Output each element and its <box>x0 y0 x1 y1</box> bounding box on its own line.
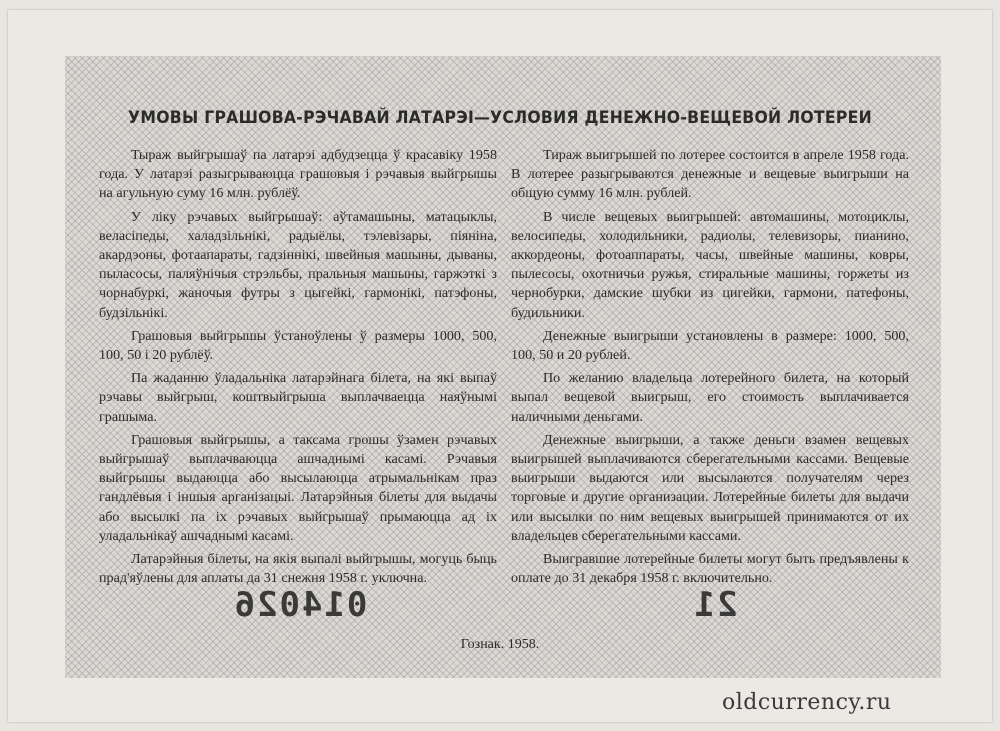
paragraph: В числе вещевых выигрышей: автомашины, мотоциклы, велосипеды, холодильники, радиолы, телевизоры, пианино, аккордеоны, фотоаппараты, часы, швейные машины, ковры, пылесосы, охотничьи ружья, стиральные машины, горжеты из чернобурки, дамские шубки из цигейки, гармони, патефоны, будильники. <box>511 208 909 321</box>
paragraph: По желанию владельца лотерейного билета, на который выпал вещевой выигрыш, его стоимость выплачивается наличными деньгами. <box>511 370 909 425</box>
paragraph: Денежные выигрыши, а также деньги взамен вещевых выигрышей выплачиваются сберегательными кассами. Вещевые выигрыши выдаются или высылаются получателям через торговые и другие организации. Лотерейные билеты для выдачи или высылки по ним вещевых выигрышей принимаются от их владельцев сберегательными кассами. <box>511 431 909 544</box>
series-number: 21 <box>692 585 738 625</box>
conditions-heading: УМОВЫ ГРАШОВА-РЭЧАВАЙ ЛАТАРЭІ—УСЛОВИЯ ДЕНЕЖНО-ВЕЩЕВОЙ ЛОТЕРЕИ <box>128 108 872 128</box>
russian-conditions-column <box>511 146 909 592</box>
paragraph: Выигравшие лотерейные билеты могут быть предъявлены к оплате до 31 декабря 1958 г. включительно. <box>511 551 909 587</box>
belarusian-conditions-column <box>99 146 497 592</box>
site-watermark: oldcurrency.ru <box>722 690 892 715</box>
printer-imprint: Гознак. 1958. <box>460 637 540 652</box>
paragraph: Тыраж выйгрышаў па латарэі адбудзецца ў красавіку 1958 года. У латарэі разыгрываюцца грашовыя і рэчавыя выйгрышы на агульную суму 16 млн. рублёў. <box>99 147 497 202</box>
paragraph: Тираж выигрышей по лотерее состоится в апреле 1958 года. В лотерее разыгрываются денежные и вещевые выигрыши на общую сумму 16 млн. рублей. <box>511 147 909 202</box>
paragraph: Па жаданню ўладальніка латарэйнага білета, на які выпаў рэчавы выйгрыш, коштвыйгрыша выплачваецца наяўнымі грашыма. <box>99 370 497 425</box>
ticket-number: 014026 <box>232 585 368 625</box>
paragraph: У ліку рэчавых выйгрышаў: аўтамашыны, матацыклы, веласіпеды, халадзільнікі, радыёлы, тэлевізары, піяніна, акардэоны, фотаапараты, гадзіннікі, швейныя машыны, дываны, пыласосы, паляўнічыя стрэльбы, пральныя машыны, гаржэткі з чорнабуркі, жаночыя футры з цыгейкі, гармонікі, патэфоны, будзільнікі. <box>99 208 497 321</box>
paragraph: Латарэйныя білеты, на якія выпалі выйгрышы, могуць быць прад'яўлены для аплаты да 31 снежня 1958 г. уключна. <box>99 551 497 587</box>
paragraph: Денежные выигрыши установлены в размере: 1000, 500, 100, 50 и 20 рублей. <box>511 327 909 364</box>
paragraph: Грашовыя выйгрышы ўстаноўлены ў размеры 1000, 500, 100, 50 і 20 рублёў. <box>99 327 497 364</box>
paragraph: Грашовыя выйгрышы, а таксама грошы ўзамен рэчавых выйгрышаў выплачваюцца ашчаднымі касамі. Рэчавыя выйгрышы выдаюцца або высылаюцца атрымальнікам праз гандлёвыя і іншыя арганізацыі. Латарэйныя білеты для выдачы або высылкі па іх рэчавых выйгрышаў прымаюцца ад іх уладальнікаў ашчаднымі касамі. <box>99 431 497 544</box>
